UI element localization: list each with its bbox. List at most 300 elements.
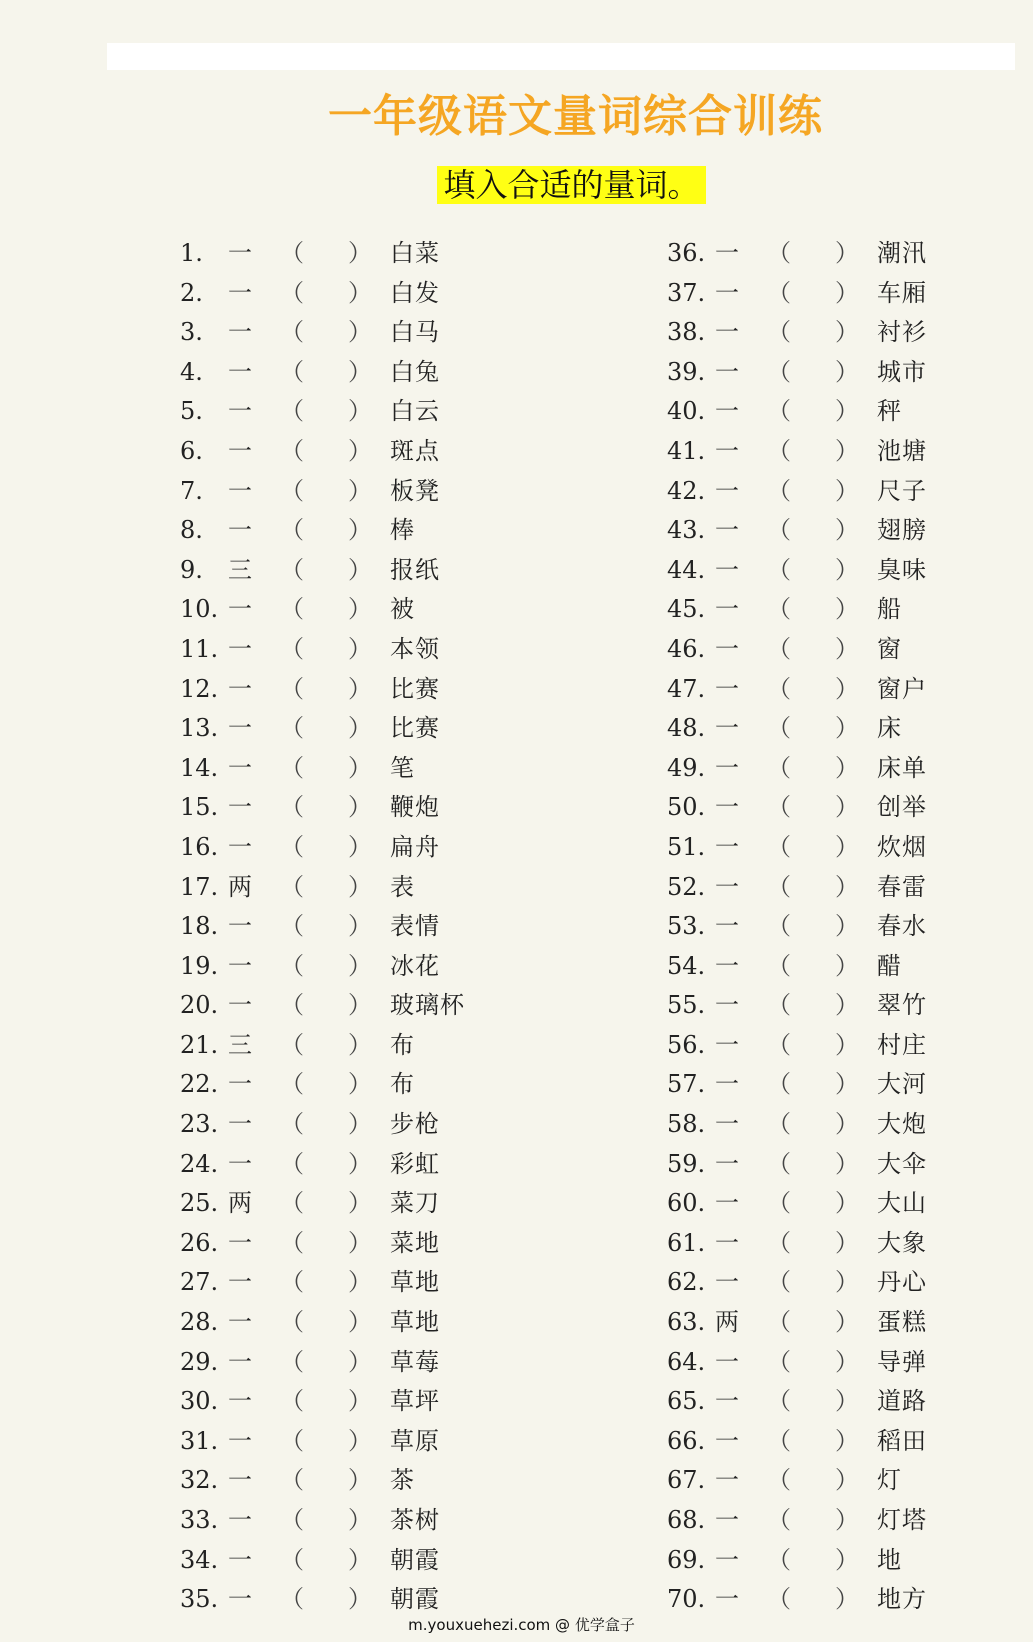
close-paren: ）: [348, 872, 372, 901]
answer-blank[interactable]: [791, 477, 831, 507]
item-number: 39.: [667, 357, 706, 386]
answer-blank[interactable]: [304, 991, 344, 1021]
open-paren: （: [280, 991, 304, 1020]
item-number: 65.: [667, 1387, 706, 1416]
answer-blank[interactable]: [791, 952, 831, 982]
close-paren: ）: [835, 1347, 859, 1376]
open-paren: （: [767, 951, 791, 980]
close-paren: ）: [348, 674, 372, 703]
answer-blank[interactable]: [304, 477, 344, 507]
open-paren: （: [767, 1347, 791, 1376]
close-paren: ）: [348, 1110, 372, 1139]
item-prefix: 一: [228, 1585, 252, 1614]
item-number: 62.: [667, 1268, 706, 1297]
item-noun: 秤: [877, 397, 902, 426]
answer-blank[interactable]: [791, 1031, 831, 1061]
item-prefix: 一: [228, 1506, 252, 1534]
item-prefix: 一: [228, 1347, 252, 1376]
item-noun: 菜刀: [390, 1189, 440, 1218]
item-number: 21.: [180, 1030, 219, 1059]
close-paren: ）: [835, 318, 859, 347]
item-number: 23.: [180, 1110, 219, 1139]
close-paren: ）: [348, 1030, 372, 1059]
item-noun: 本领: [390, 634, 440, 663]
open-paren: （: [280, 476, 304, 505]
answer-blank[interactable]: [304, 675, 344, 705]
item-noun: 春雷: [877, 872, 927, 901]
item-noun: 板凳: [390, 476, 440, 505]
item-number: 1.: [180, 239, 203, 267]
open-paren: （: [767, 1149, 791, 1178]
item-prefix: 一: [715, 397, 739, 426]
close-paren: ）: [835, 595, 859, 624]
item-noun: 棒: [390, 516, 415, 545]
item-prefix: 一: [715, 753, 739, 782]
close-paren: ）: [835, 793, 859, 822]
item-prefix: 一: [715, 278, 739, 307]
item-number: 20.: [180, 991, 219, 1020]
item-noun: 船: [877, 595, 902, 624]
open-paren: （: [280, 951, 304, 980]
item-noun: 斑点: [390, 436, 440, 465]
item-noun: 彩虹: [390, 1149, 440, 1178]
answer-blank[interactable]: [304, 1308, 344, 1338]
open-paren: （: [280, 1506, 304, 1534]
item-noun: 尺子: [877, 476, 927, 505]
close-paren: ）: [835, 832, 859, 861]
item-number: 27.: [180, 1268, 219, 1297]
item-number: 68.: [667, 1506, 706, 1534]
open-paren: （: [280, 1545, 304, 1574]
item-number: 50.: [667, 793, 706, 822]
answer-blank[interactable]: [791, 1387, 831, 1417]
open-paren: （: [280, 912, 304, 941]
answer-blank[interactable]: [791, 1229, 831, 1259]
close-paren: ）: [835, 1308, 859, 1337]
open-paren: （: [767, 1426, 791, 1455]
item-noun: 大山: [877, 1189, 927, 1218]
item-prefix: 一: [228, 357, 252, 386]
item-noun: 被: [390, 595, 415, 624]
item-prefix: 一: [715, 595, 739, 624]
answer-blank[interactable]: [791, 397, 831, 427]
item-prefix: 一: [715, 239, 739, 267]
item-number: 18.: [180, 912, 219, 941]
answer-blank[interactable]: [791, 239, 831, 269]
item-prefix: 一: [715, 1347, 739, 1376]
answer-blank[interactable]: [791, 595, 831, 625]
answer-blank[interactable]: [304, 1189, 344, 1219]
open-paren: （: [280, 753, 304, 782]
item-prefix: 一: [715, 516, 739, 545]
answer-blank[interactable]: [791, 358, 831, 388]
item-number: 54.: [667, 951, 706, 980]
answer-blank[interactable]: [304, 1546, 344, 1576]
item-noun: 村庄: [877, 1030, 927, 1059]
answer-blank[interactable]: [791, 1466, 831, 1496]
open-paren: （: [280, 1347, 304, 1376]
answer-blank[interactable]: [791, 1150, 831, 1180]
answer-blank[interactable]: [304, 952, 344, 982]
item-noun: 鞭炮: [390, 793, 440, 822]
item-number: 53.: [667, 912, 706, 941]
close-paren: ）: [348, 1308, 372, 1337]
close-paren: ）: [348, 1070, 372, 1099]
item-number: 24.: [180, 1149, 219, 1178]
answer-blank[interactable]: [304, 1348, 344, 1378]
answer-blank[interactable]: [304, 397, 344, 427]
item-prefix: 一: [715, 1387, 739, 1416]
item-prefix: 一: [228, 1545, 252, 1574]
item-prefix: 一: [715, 1585, 739, 1614]
item-prefix: 一: [715, 1030, 739, 1059]
item-noun: 地: [877, 1545, 902, 1574]
item-number: 5.: [180, 397, 203, 426]
item-noun: 炊烟: [877, 832, 927, 861]
item-number: 38.: [667, 318, 706, 347]
item-noun: 灯塔: [877, 1506, 927, 1534]
item-prefix: 一: [715, 951, 739, 980]
item-prefix: 一: [228, 278, 252, 307]
open-paren: （: [280, 674, 304, 703]
open-paren: （: [767, 1585, 791, 1614]
item-prefix: 一: [228, 397, 252, 426]
open-paren: （: [767, 832, 791, 861]
item-number: 40.: [667, 397, 706, 426]
open-paren: （: [280, 634, 304, 663]
item-noun: 灯: [877, 1466, 902, 1495]
item-number: 3.: [180, 318, 203, 347]
answer-blank[interactable]: [304, 1387, 344, 1417]
item-number: 26.: [180, 1228, 219, 1257]
answer-blank[interactable]: [304, 1427, 344, 1457]
answer-blank[interactable]: [304, 1268, 344, 1298]
open-paren: （: [767, 436, 791, 465]
close-paren: ）: [348, 436, 372, 465]
close-paren: ）: [835, 357, 859, 386]
answer-blank[interactable]: [304, 279, 344, 309]
item-noun: 草坪: [390, 1387, 440, 1416]
close-paren: ）: [348, 1387, 372, 1416]
item-prefix: 两: [228, 872, 252, 901]
close-paren: ）: [348, 714, 372, 743]
item-number: 67.: [667, 1466, 706, 1495]
item-noun: 玻璃杯: [390, 991, 465, 1020]
close-paren: ）: [835, 872, 859, 901]
item-number: 56.: [667, 1030, 706, 1059]
close-paren: ）: [348, 912, 372, 941]
item-noun: 车厢: [877, 278, 927, 307]
close-paren: ）: [835, 1030, 859, 1059]
item-noun: 表情: [390, 912, 440, 941]
open-paren: （: [280, 436, 304, 465]
answer-blank[interactable]: [791, 1308, 831, 1338]
close-paren: ）: [348, 951, 372, 980]
answer-blank[interactable]: [791, 675, 831, 705]
close-paren: ）: [835, 239, 859, 267]
item-number: 12.: [180, 674, 219, 703]
item-number: 63.: [667, 1308, 706, 1337]
item-number: 7.: [180, 476, 203, 505]
open-paren: （: [280, 1308, 304, 1337]
open-paren: （: [280, 832, 304, 861]
instruction-subtitle: 填入合适的量词。: [437, 166, 705, 204]
item-number: 34.: [180, 1545, 219, 1574]
item-noun: 醋: [877, 951, 902, 980]
answer-blank[interactable]: [304, 239, 344, 269]
item-number: 42.: [667, 476, 706, 505]
open-paren: （: [767, 1228, 791, 1257]
close-paren: ）: [835, 516, 859, 545]
open-paren: （: [767, 357, 791, 386]
item-prefix: 一: [715, 714, 739, 743]
item-number: 52.: [667, 872, 706, 901]
close-paren: ）: [348, 357, 372, 386]
page-title: 一年级语文量词综合训练: [328, 91, 823, 142]
close-paren: ）: [835, 436, 859, 465]
close-paren: ）: [835, 1426, 859, 1455]
answer-blank[interactable]: [791, 873, 831, 903]
close-paren: ）: [348, 1466, 372, 1495]
open-paren: （: [280, 872, 304, 901]
close-paren: ）: [835, 753, 859, 782]
item-prefix: 两: [228, 1189, 252, 1218]
subtitle-container: [0, 166, 1033, 204]
item-number: 4.: [180, 357, 203, 386]
item-number: 57.: [667, 1070, 706, 1099]
close-paren: ）: [835, 1268, 859, 1297]
item-prefix: 一: [715, 436, 739, 465]
answer-blank[interactable]: [791, 1348, 831, 1378]
item-noun: 布: [390, 1030, 415, 1059]
item-number: 45.: [667, 595, 706, 624]
open-paren: （: [767, 872, 791, 901]
close-paren: ）: [348, 832, 372, 861]
item-prefix: 一: [715, 1466, 739, 1495]
answer-blank[interactable]: [304, 754, 344, 784]
answer-blank[interactable]: [304, 556, 344, 586]
item-noun: 白发: [390, 278, 440, 307]
item-prefix: 一: [228, 516, 252, 545]
item-number: 55.: [667, 991, 706, 1020]
item-prefix: 一: [715, 634, 739, 663]
item-number: 69.: [667, 1545, 706, 1574]
item-number: 8.: [180, 516, 203, 545]
item-noun: 白兔: [390, 357, 440, 386]
answer-blank[interactable]: [304, 1466, 344, 1496]
close-paren: ）: [348, 318, 372, 347]
open-paren: （: [280, 1030, 304, 1059]
item-prefix: 一: [228, 1070, 252, 1099]
item-noun: 大河: [877, 1070, 927, 1099]
close-paren: ）: [835, 1506, 859, 1534]
close-paren: ）: [348, 239, 372, 267]
answer-blank[interactable]: [304, 1110, 344, 1140]
answer-blank[interactable]: [791, 1189, 831, 1219]
answer-blank[interactable]: [791, 793, 831, 823]
answer-blank[interactable]: [791, 279, 831, 309]
item-prefix: 一: [715, 1268, 739, 1297]
item-prefix: 一: [228, 318, 252, 347]
item-prefix: 一: [228, 1228, 252, 1257]
close-paren: ）: [348, 753, 372, 782]
item-number: 59.: [667, 1149, 706, 1178]
item-noun: 创举: [877, 793, 927, 822]
answer-blank[interactable]: [304, 437, 344, 467]
close-paren: ）: [348, 1228, 372, 1257]
answer-blank[interactable]: [791, 1070, 831, 1100]
item-number: 13.: [180, 714, 219, 743]
item-number: 44.: [667, 555, 706, 584]
item-prefix: 一: [228, 1308, 252, 1337]
item-prefix: 一: [228, 753, 252, 782]
close-paren: ）: [835, 1387, 859, 1416]
open-paren: （: [280, 1426, 304, 1455]
open-paren: （: [767, 1189, 791, 1218]
close-paren: ）: [348, 634, 372, 663]
item-prefix: 三: [228, 1030, 252, 1059]
answer-blank[interactable]: [791, 318, 831, 348]
answer-blank[interactable]: [304, 1229, 344, 1259]
open-paren: （: [767, 595, 791, 624]
item-noun: 大象: [877, 1228, 927, 1257]
answer-blank[interactable]: [304, 1031, 344, 1061]
close-paren: ）: [348, 516, 372, 545]
answer-blank[interactable]: [791, 833, 831, 863]
item-noun: 窗: [877, 634, 902, 663]
item-prefix: 一: [715, 1149, 739, 1178]
answer-blank[interactable]: [304, 833, 344, 863]
answer-blank[interactable]: [304, 318, 344, 348]
answer-blank[interactable]: [791, 556, 831, 586]
open-paren: （: [280, 1110, 304, 1139]
answer-blank[interactable]: [304, 714, 344, 744]
answer-blank[interactable]: [304, 873, 344, 903]
answer-blank[interactable]: [791, 1585, 831, 1615]
close-paren: ）: [348, 1268, 372, 1297]
close-paren: ）: [348, 991, 372, 1020]
item-noun: 报纸: [390, 555, 440, 584]
item-noun: 潮汛: [877, 239, 927, 267]
answer-blank[interactable]: [791, 714, 831, 744]
open-paren: （: [767, 318, 791, 347]
answer-blank[interactable]: [304, 516, 344, 546]
open-paren: （: [280, 1070, 304, 1099]
close-paren: ）: [348, 555, 372, 584]
item-noun: 臭味: [877, 555, 927, 584]
answer-blank[interactable]: [791, 1506, 831, 1536]
open-paren: （: [767, 1110, 791, 1139]
open-paren: （: [280, 1585, 304, 1614]
item-prefix: 一: [715, 555, 739, 584]
item-noun: 大伞: [877, 1149, 927, 1178]
item-noun: 茶: [390, 1466, 415, 1495]
item-number: 14.: [180, 753, 219, 782]
answer-blank[interactable]: [304, 595, 344, 625]
open-paren: （: [280, 357, 304, 386]
open-paren: （: [767, 991, 791, 1020]
answer-blank[interactable]: [791, 516, 831, 546]
answer-blank[interactable]: [791, 1110, 831, 1140]
item-prefix: 一: [715, 793, 739, 822]
item-prefix: 一: [228, 714, 252, 743]
answer-blank[interactable]: [304, 1506, 344, 1536]
item-prefix: 一: [715, 872, 739, 901]
answer-blank[interactable]: [791, 991, 831, 1021]
item-noun: 冰花: [390, 951, 440, 980]
answer-blank[interactable]: [304, 1585, 344, 1615]
answer-blank[interactable]: [304, 1150, 344, 1180]
item-number: 58.: [667, 1110, 706, 1139]
item-number: 37.: [667, 278, 706, 307]
answer-blank[interactable]: [791, 1427, 831, 1457]
item-prefix: 一: [228, 1387, 252, 1416]
close-paren: ）: [348, 595, 372, 624]
open-paren: （: [767, 753, 791, 782]
item-prefix: 一: [715, 674, 739, 703]
item-number: 25.: [180, 1189, 219, 1218]
item-prefix: 两: [715, 1308, 739, 1337]
close-paren: ）: [348, 1545, 372, 1574]
item-number: 28.: [180, 1308, 219, 1337]
close-paren: ）: [835, 1189, 859, 1218]
answer-blank[interactable]: [791, 1268, 831, 1298]
answer-blank[interactable]: [791, 754, 831, 784]
open-paren: （: [767, 278, 791, 307]
header-strip: [107, 43, 1015, 70]
item-prefix: 一: [228, 1426, 252, 1455]
answer-blank[interactable]: [791, 912, 831, 942]
answer-blank[interactable]: [791, 635, 831, 665]
close-paren: ）: [835, 1585, 859, 1614]
item-noun: 草地: [390, 1268, 440, 1297]
item-noun: 朝霞: [390, 1585, 440, 1614]
item-noun: 比赛: [390, 714, 440, 743]
item-prefix: 一: [715, 991, 739, 1020]
item-noun: 蛋糕: [877, 1308, 927, 1337]
item-noun: 池塘: [877, 436, 927, 465]
item-noun: 窗户: [877, 674, 927, 703]
open-paren: （: [280, 516, 304, 545]
answer-blank[interactable]: [304, 1070, 344, 1100]
open-paren: （: [767, 1268, 791, 1297]
close-paren: ）: [835, 634, 859, 663]
item-prefix: 一: [228, 793, 252, 822]
answer-blank[interactable]: [791, 1546, 831, 1576]
item-number: 43.: [667, 516, 706, 545]
item-noun: 草地: [390, 1308, 440, 1337]
open-paren: （: [280, 278, 304, 307]
open-paren: （: [767, 1070, 791, 1099]
answer-blank[interactable]: [304, 793, 344, 823]
close-paren: ）: [835, 912, 859, 941]
open-paren: （: [280, 1149, 304, 1178]
item-prefix: 一: [715, 912, 739, 941]
close-paren: ）: [348, 476, 372, 505]
item-number: 9.: [180, 555, 203, 584]
item-noun: 菜地: [390, 1228, 440, 1257]
item-prefix: 一: [228, 476, 252, 505]
item-prefix: 一: [228, 1149, 252, 1178]
answer-blank[interactable]: [304, 358, 344, 388]
answer-blank[interactable]: [304, 912, 344, 942]
item-noun: 翅膀: [877, 516, 927, 545]
item-noun: 草莓: [390, 1347, 440, 1376]
answer-blank[interactable]: [304, 635, 344, 665]
answer-blank[interactable]: [791, 437, 831, 467]
item-noun: 白马: [390, 318, 440, 347]
item-number: 47.: [667, 674, 706, 703]
